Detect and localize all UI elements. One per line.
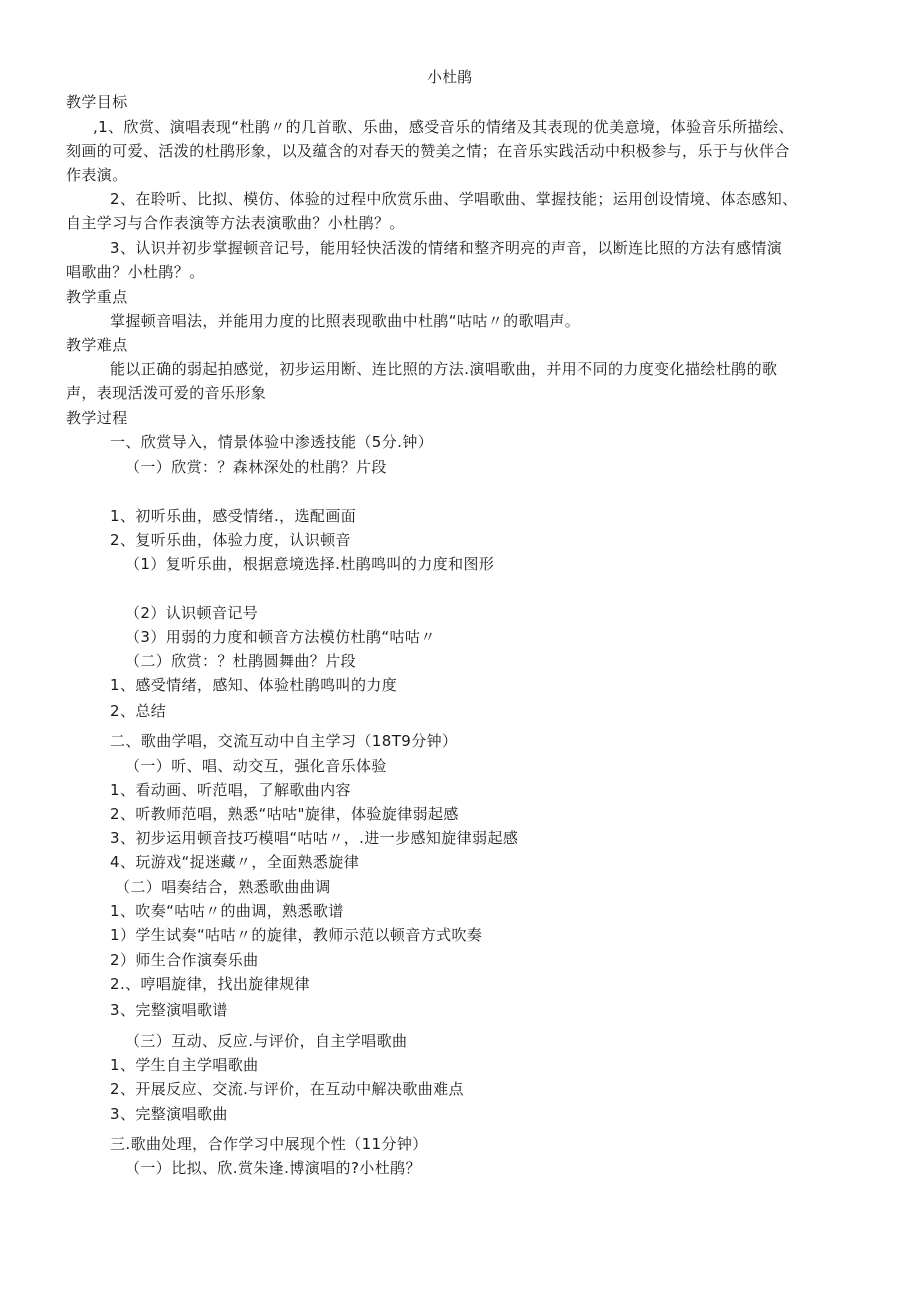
paragraph-line: 刻画的可爱、活泼的杜鹃形象，以及蕴含的对春天的赞美之情；在音乐实践活动中积极参与，乐于与伙伴合 [66,142,790,160]
paragraph-line: （三）互动、反应.与评价，自主学唱歌曲 [125,1032,408,1050]
paragraph-line: 1、初听乐曲，感受情绪.，选配画面 [110,507,357,525]
section-heading-objectives: 教学目标 [66,93,128,111]
paragraph-line: 三.歌曲处理，合作学习中展现个性（11分钟） [110,1135,428,1153]
paragraph-line: 1）学生试奏“咕咕〃的旋律，教师示范以顿音方式吹奏 [110,926,483,944]
paragraph-line: （一）比拟、欣.赏朱逢.博演唱的?小杜鹃？ [125,1159,421,1177]
paragraph-line: （二）欣赏：？杜鹃圆舞曲？片段 [125,652,357,670]
paragraph-line: 1、吹奏“咕咕〃的曲调，熟悉歌谱 [110,902,344,920]
paragraph-line: 2、听教师范唱，熟悉“咕咕"旋律，体验旋律弱起感 [110,805,459,823]
paragraph-line: （2）认识顿音记号 [125,604,259,622]
paragraph-line: 1、学生自主学唱歌曲 [110,1056,259,1074]
paragraph-line: （一）听、唱、动交互，强化音乐体验 [125,757,387,775]
paragraph-line: （1）复听乐曲，根据意境选择.杜鹃鸣叫的力度和图形 [125,555,495,573]
document-title: 小杜鹃 [427,68,473,86]
paragraph-line: （一）欣赏：？森林深处的杜鹃？片段 [125,458,387,476]
paragraph-line: 4、玩游戏“捉迷藏〃，全面熟悉旋律 [110,853,360,871]
section-heading-process: 教学过程 [66,409,128,427]
paragraph-line: 能以正确的弱起拍感觉，初步运用断、连比照的方法.演唱歌曲，并用不同的力度变化描绘杜鹃的歌 [110,360,778,378]
paragraph-line: 3、完整演唱歌曲 [110,1105,228,1123]
paragraph-line: 2.、哼唱旋律，找出旋律规律 [110,975,310,993]
paragraph-line: 作表演。 [66,166,128,184]
paragraph-line: 3、初步运用顿音技巧模唱“咕咕〃，.进一步感知旋律弱起感 [110,829,519,847]
paragraph-line: （3）用弱的力度和顿音方法模仿杜鹃“咕咕〃 [125,628,436,646]
paragraph-line: 声，表现活泼可爱的音乐形象 [66,384,267,402]
paragraph-line: 1、看动画、听范唱，了解歌曲内容 [110,781,351,799]
paragraph-line: 3、认识并初步掌握顿音记号，能用轻快活泼的情绪和整齐明亮的声音，以断连比照的方法有感情演 [110,239,783,257]
paragraph-line: 唱歌曲？小杜鹃？。 [66,263,205,281]
paragraph-line: 2、复听乐曲，体验力度，认识顿音 [110,531,351,549]
paragraph-line: 一、欣赏导入，情景体验中渗透技能（5分.钟） [110,433,434,451]
paragraph-line: 3、完整演唱歌谱 [110,1001,228,1019]
paragraph-line: 二、歌曲学唱，交流互动中自主学习（18T9分钟） [110,732,458,750]
paragraph-line: 自主学习与合作表演等方法表演歌曲？小杜鹃？。 [66,214,405,232]
paragraph-line: 1、感受情绪，感知、体验杜鹃鸣叫的力度 [110,676,398,694]
paragraph-line: ,1、欣赏、演唱表现“杜鹃〃的几首歌、乐曲，感受音乐的情绪及其表现的优美意境，体验音乐所描绘、 [93,118,794,136]
section-heading-difficulties: 教学难点 [66,336,128,354]
paragraph-line: （二）唱奏结合，熟悉歌曲曲调 [115,878,331,896]
paragraph-line: 2）师生合作演奏乐曲 [110,951,259,969]
section-heading-key-points: 教学重点 [66,288,128,306]
paragraph-line: 掌握顿音唱法，并能用力度的比照表现歌曲中杜鹃“咕咕〃的歌唱声。 [110,312,581,330]
paragraph-line: 2、总结 [110,702,167,720]
paragraph-line: 2、在聆听、比拟、模仿、体验的过程中欣赏乐曲、学唱歌曲、掌握技能；运用创设情境、体态感知、 [110,190,798,208]
paragraph-line: 2、开展反应、交流.与评价，在互动中解决歌曲难点 [110,1080,464,1098]
